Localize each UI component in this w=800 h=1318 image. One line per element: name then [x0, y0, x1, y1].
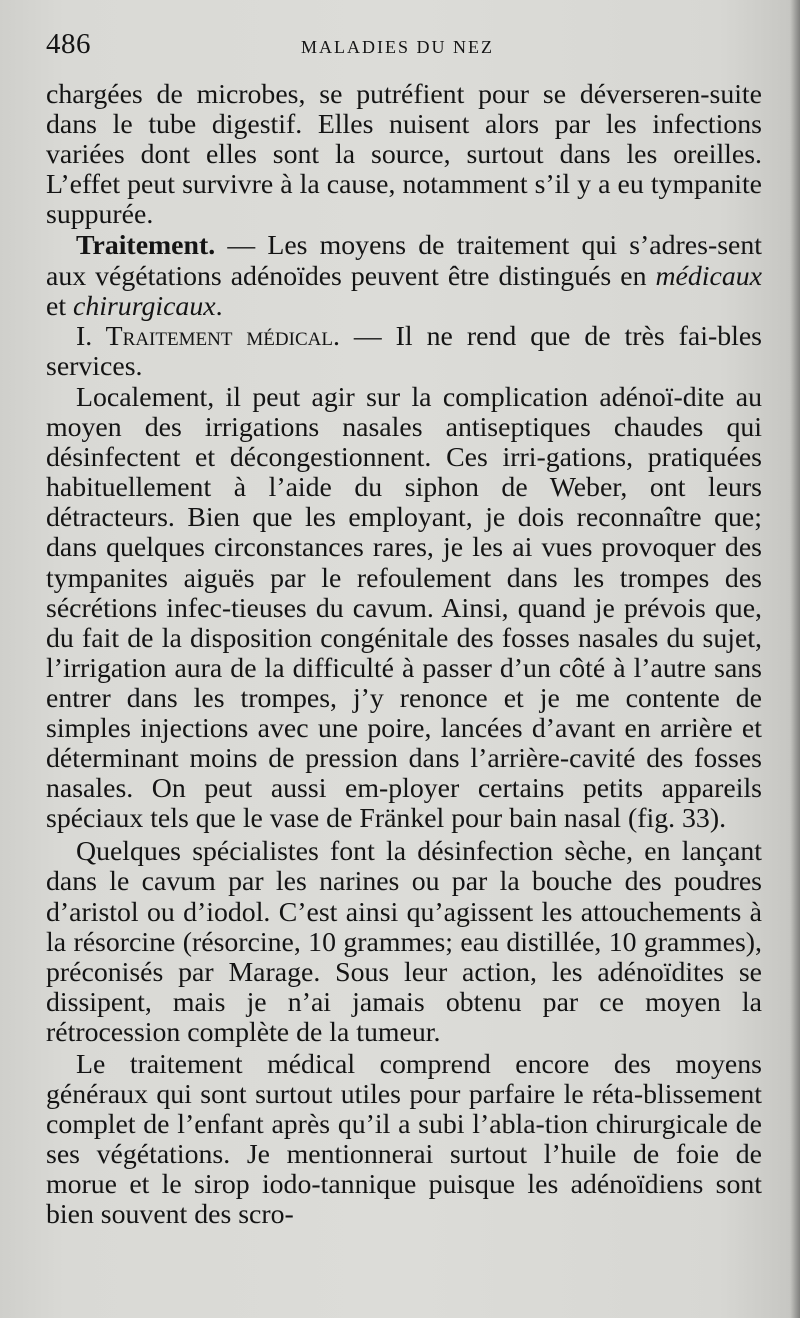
paragraph-text: .: [215, 290, 223, 322]
section-heading-traitement-medical: I. Traitement médical.: [76, 320, 340, 352]
paragraph-traitement-medical: [46, 322, 762, 382]
emphasis-chirurgicaux: chirurgicaux: [73, 290, 216, 322]
paragraph-text: — Il ne rend que de très fai-bles services.: [46, 320, 762, 382]
page-number: 486: [46, 28, 91, 60]
page-header: [46, 28, 760, 68]
paragraph-text: et: [46, 290, 74, 322]
paragraph-quelques-specialistes: Quelques spécialistes font la désinfection sèche, en lançant dans le cavum par les narines ou par la bouche des poudres d’aristol ou d’iodol. C’est ainsi qu’agissent les attouchements à la résorcine (résorcine, 10 grammes; eau distillée, 10 grammes), préconisés par Marage. Sous leur action, les adénoïdites se dissipent, mais je n’ai jamais obtenu par ce moyen la rétrocession complète de la tumeur.: [46, 836, 762, 1048]
paragraph-traitement: [46, 231, 762, 321]
paragraph-moyens-generaux: Le traitement médical comprend encore des moyens généraux qui sont surtout utiles pour parfaire le réta-blissement complet de l’enfant après qu’il a subi l’abla-tion chirurgicale de ses végétations. Je mentionnerai surtout l’huile de foie de morue et le sirop iodo-tannique puisque les adénoïdiens sont bien souvent des scro-: [46, 1049, 762, 1231]
section-heading-traitement: Traitement.: [76, 230, 216, 262]
paragraph-text: — Les moyens de traitement qui s’adres-sent aux végétations adénoïdes peuvent être distingués en: [46, 230, 762, 292]
page-body: [46, 80, 762, 1231]
paragraph-continuation: chargées de microbes, se putréfient pour se déverseren-suite dans le tube digestif. Elles nuisent alors par les infections variées dont elles sont la source, surtout dans les oreilles. L’effet peut survivre à la cause, notamment s’il y a eu tympanite suppurée.: [46, 79, 762, 231]
paragraph-localement: Localement, il peut agir sur la complication adénoï-dite au moyen des irrigations nasales antiseptiques chaudes qui désinfectent et décongestionnent. Ces irri-gations, pratiquées habituellement à l’aide du siphon de Weber, ont leurs détracteurs. Bien que les employant, je dois reconnaître que; dans quelques circonstances rares, je les ai vues provoquer des tympanites aiguës par le refoulement dans les trompes des sécrétions infec-tieuses du cavum. Ainsi, quand je prévois que, du fait de la disposition congénitale des fosses nasales du sujet, l’irrigation aura de la difficulté à passer d’un côté à l’autre sans entrer dans les trompes, j’y renonce et je me contente de simples injections avec une poire, lancées d’avant en arrière et déterminant moins de pression dans l’arrière-cavité des fosses nasales. On peut aussi em-ployer certains petits appareils spéciaux tels que le vase de Fränkel pour bain nasal (fig. 33).: [46, 381, 762, 835]
emphasis-medicaux: médicaux: [655, 260, 762, 292]
running-title: MALADIES DU NEZ: [301, 37, 494, 57]
